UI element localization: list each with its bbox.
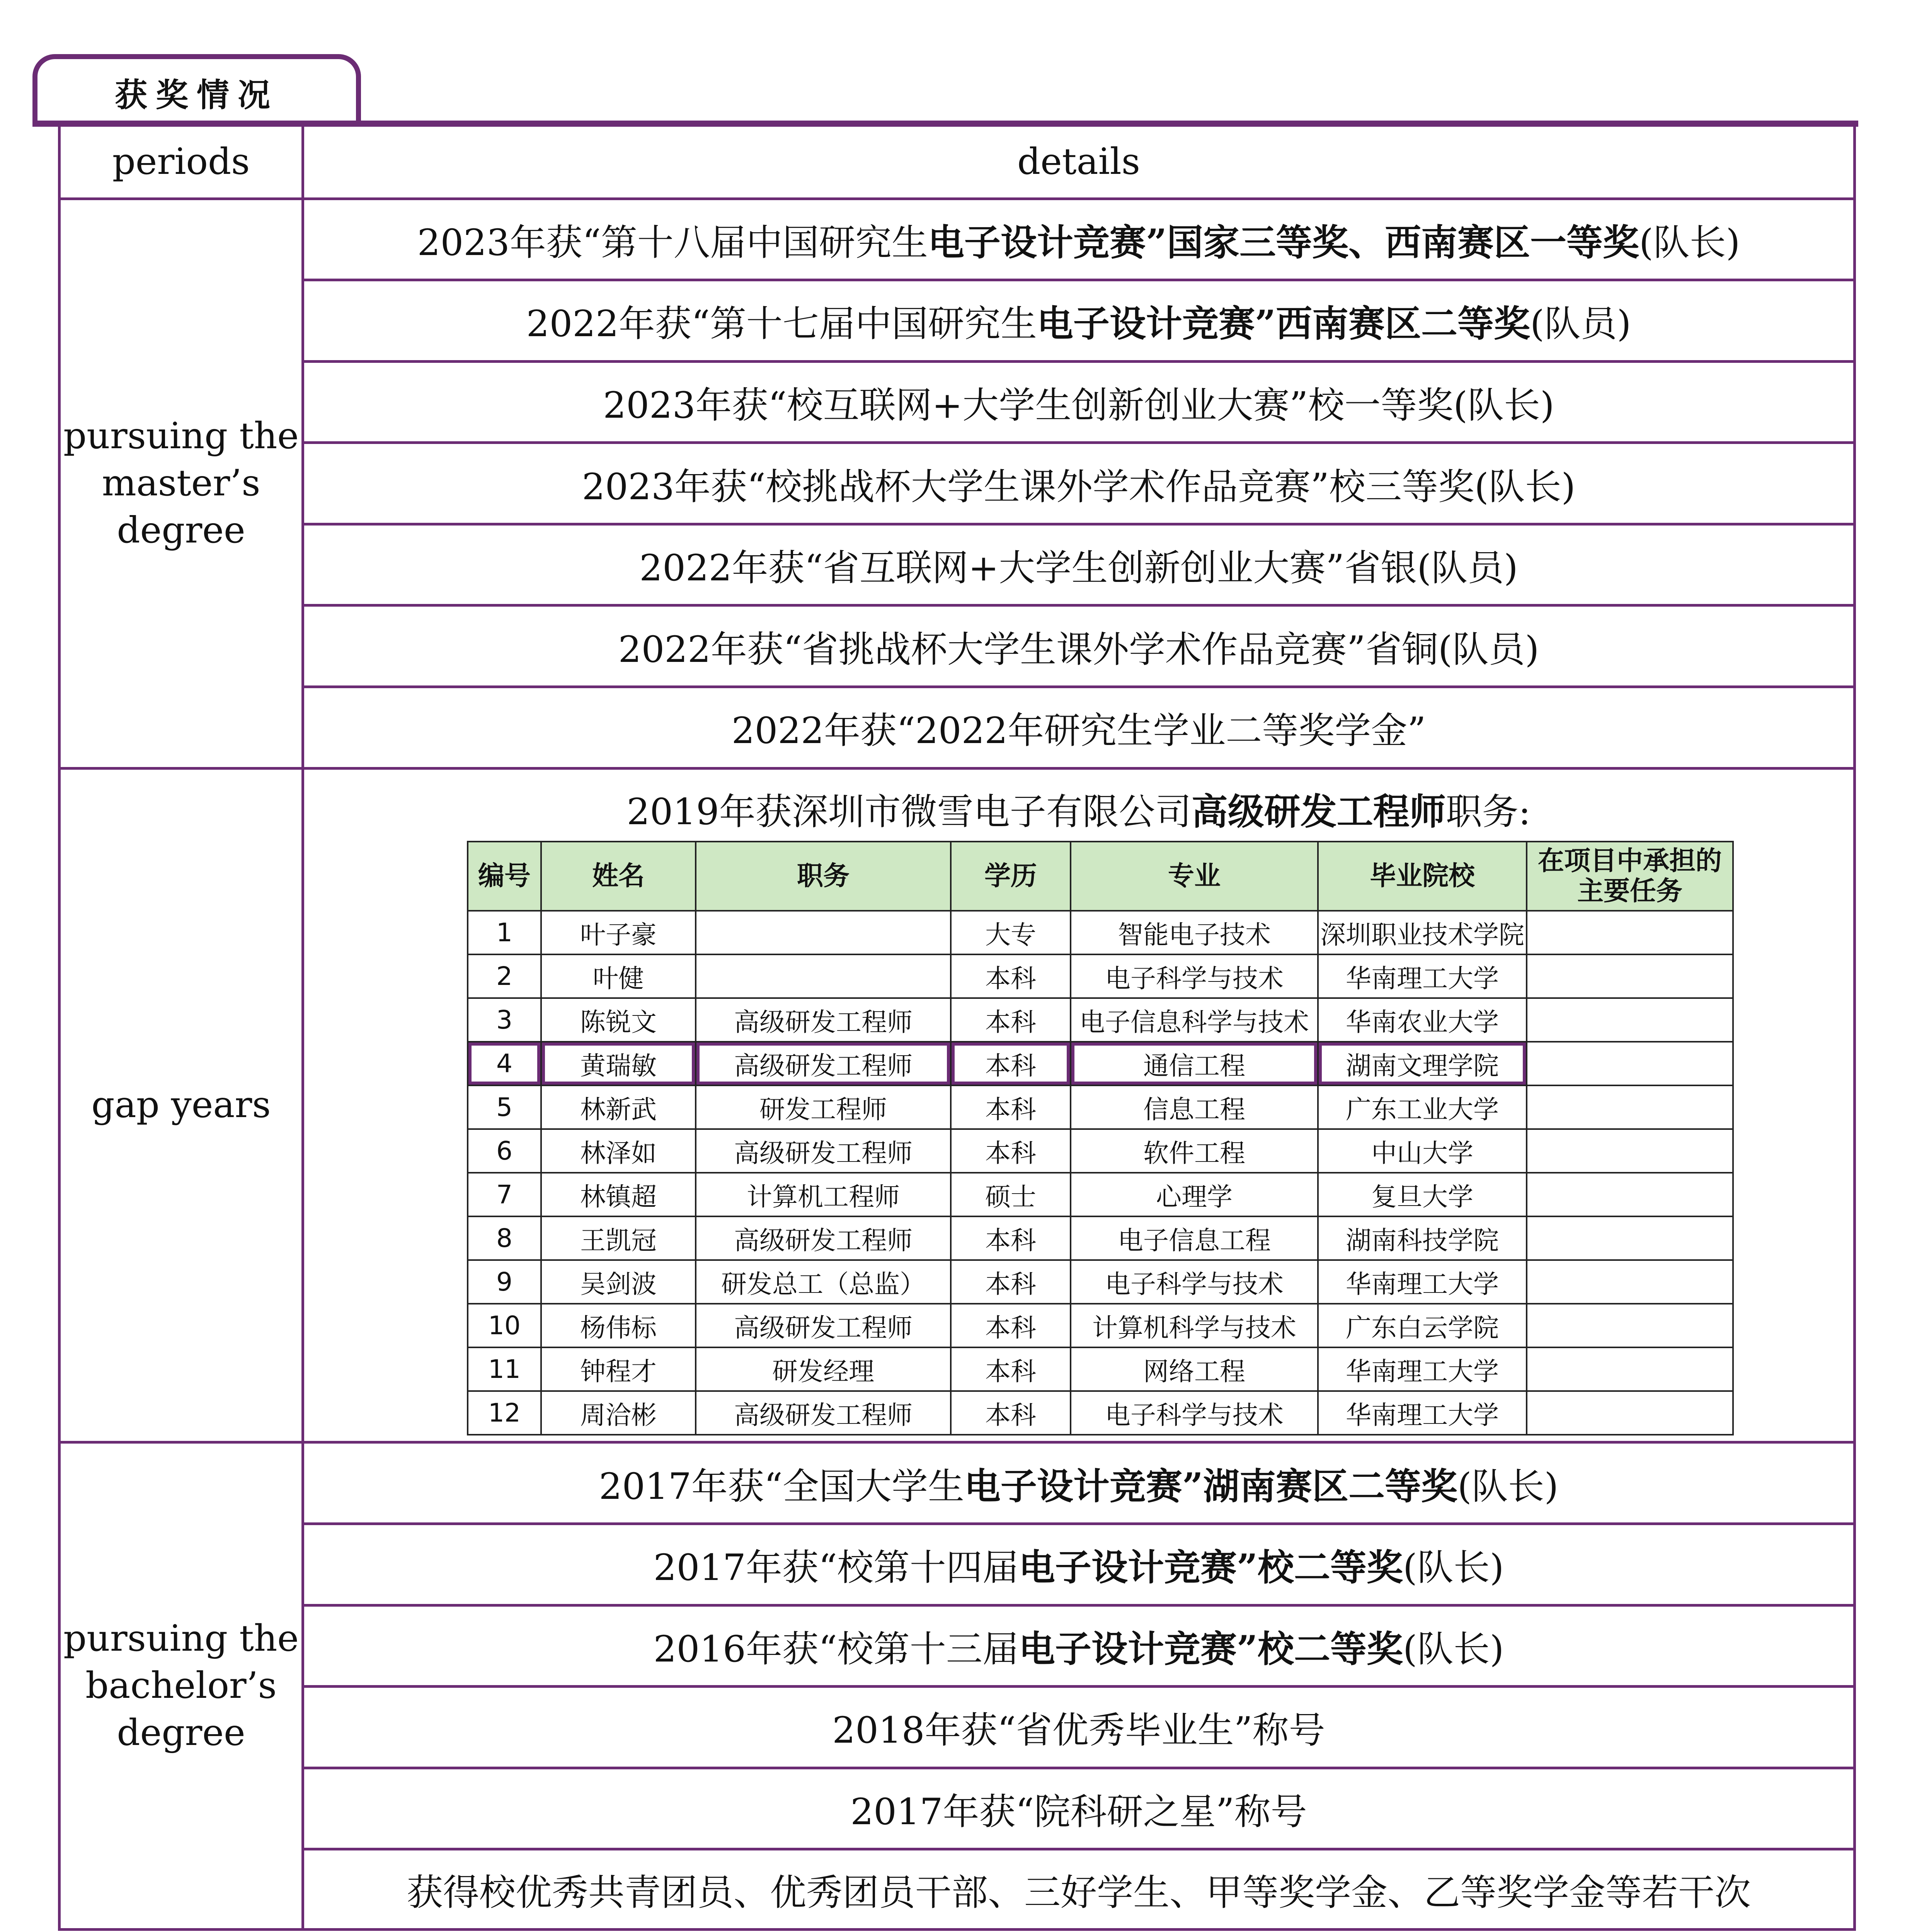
awards-section-title: 获奖情况 (114, 75, 279, 114)
staff-row: 3 陈锐文 高级研发工程师 本科 电子信息科学与技术 华南农业大学 (468, 998, 1733, 1042)
staff-col-header: 姓名 (541, 842, 696, 911)
award-row: 2023年获“校挑战杯大学生课外学术作品竞赛”校三等奖(队长) (303, 443, 1855, 524)
gap-period-label: gap years (60, 768, 303, 1442)
periods-header: periods (60, 125, 303, 199)
staff-row: 9 吴剑波 研发总工（总监） 本科 电子科学与技术 华南理工大学 (468, 1260, 1733, 1304)
gap-details-cell (303, 768, 1855, 1442)
staff-col-header: 毕业院校 (1318, 842, 1527, 911)
award-row: 2018年获“省优秀毕业生”称号 (303, 1687, 1855, 1768)
award-row: 2022年获“省互联网+大学生创新创业大赛”省银(队员) (303, 524, 1855, 605)
staff-row: 5 林新武 研发工程师 本科 信息工程 广东工业大学 (468, 1085, 1733, 1129)
award-row: 2023年获“第十八届中国研究生电子设计竞赛”国家三等奖、西南赛区一等奖(队长) (303, 199, 1855, 280)
award-row: 2017年获“校第十四届电子设计竞赛”校二等奖(队长) (303, 1524, 1855, 1605)
staff-row: 1 叶子豪 大专 智能电子技术 深圳职业技术学院 (468, 911, 1733, 954)
award-row: 获得校优秀共青团员、优秀团员干部、三好学生、甲等奖学金、乙等奖学金等若干次 (303, 1849, 1855, 1930)
award-row: 2016年获“校第十三届电子设计竞赛”校二等奖(队长) (303, 1605, 1855, 1687)
staff-row: 6 林泽如 高级研发工程师 本科 软件工程 中山大学 (468, 1129, 1733, 1173)
staff-col-header: 职务 (696, 842, 951, 911)
award-row: 2022年获“省挑战杯大学生课外学术作品竞赛”省铜(队员) (303, 605, 1855, 687)
award-row: 2017年获“全国大学生电子设计竞赛”湖南赛区二等奖(队长) (303, 1442, 1855, 1524)
staff-row-highlighted: 4 黄瑞敏 高级研发工程师 本科 通信工程 湖南文理学院 (468, 1042, 1733, 1085)
awards-section-tab (32, 54, 361, 126)
bachelors-period-label: pursuing the bachelor’s degree (60, 1442, 303, 1930)
staff-row: 7 林镇超 计算机工程师 硕士 心理学 复旦大学 (468, 1173, 1733, 1216)
staff-row: 2 叶健 本科 电子科学与技术 华南理工大学 (468, 954, 1733, 998)
staff-row: 11 钟程才 研发经理 本科 网络工程 华南理工大学 (468, 1347, 1733, 1391)
staff-row: 10 杨伟标 高级研发工程师 本科 计算机科学与技术 广东白云学院 (468, 1304, 1733, 1347)
award-row: 2022年获“第十七届中国研究生电子设计竞赛”西南赛区二等奖(队员) (303, 280, 1855, 362)
award-row: 2017年获“院科研之星”称号 (303, 1768, 1855, 1849)
staff-row: 8 王凯冠 高级研发工程师 本科 电子信息工程 湖南科技学院 (468, 1216, 1733, 1260)
award-row: 2023年获“校互联网+大学生创新创业大赛”校一等奖(队长) (303, 361, 1855, 443)
award-row: 2022年获“2022年研究生学业二等奖学金” (303, 687, 1855, 768)
staff-col-header: 编号 (468, 842, 541, 911)
staff-col-header: 在项目中承担的主要任务 (1527, 842, 1733, 911)
awards-table (58, 124, 1856, 1931)
staff-col-header: 学历 (951, 842, 1071, 911)
staff-row: 12 周洽彬 高级研发工程师 本科 电子科学与技术 华南理工大学 (468, 1391, 1733, 1435)
staff-table (467, 841, 1734, 1435)
gap-caption: 2019年获深圳市微雪电子有限公司高级研发工程师职务: (627, 791, 1531, 833)
details-header: details (303, 125, 1855, 199)
staff-col-header: 专业 (1071, 842, 1318, 911)
masters-period-label: pursuing the master’s degree (60, 199, 303, 768)
